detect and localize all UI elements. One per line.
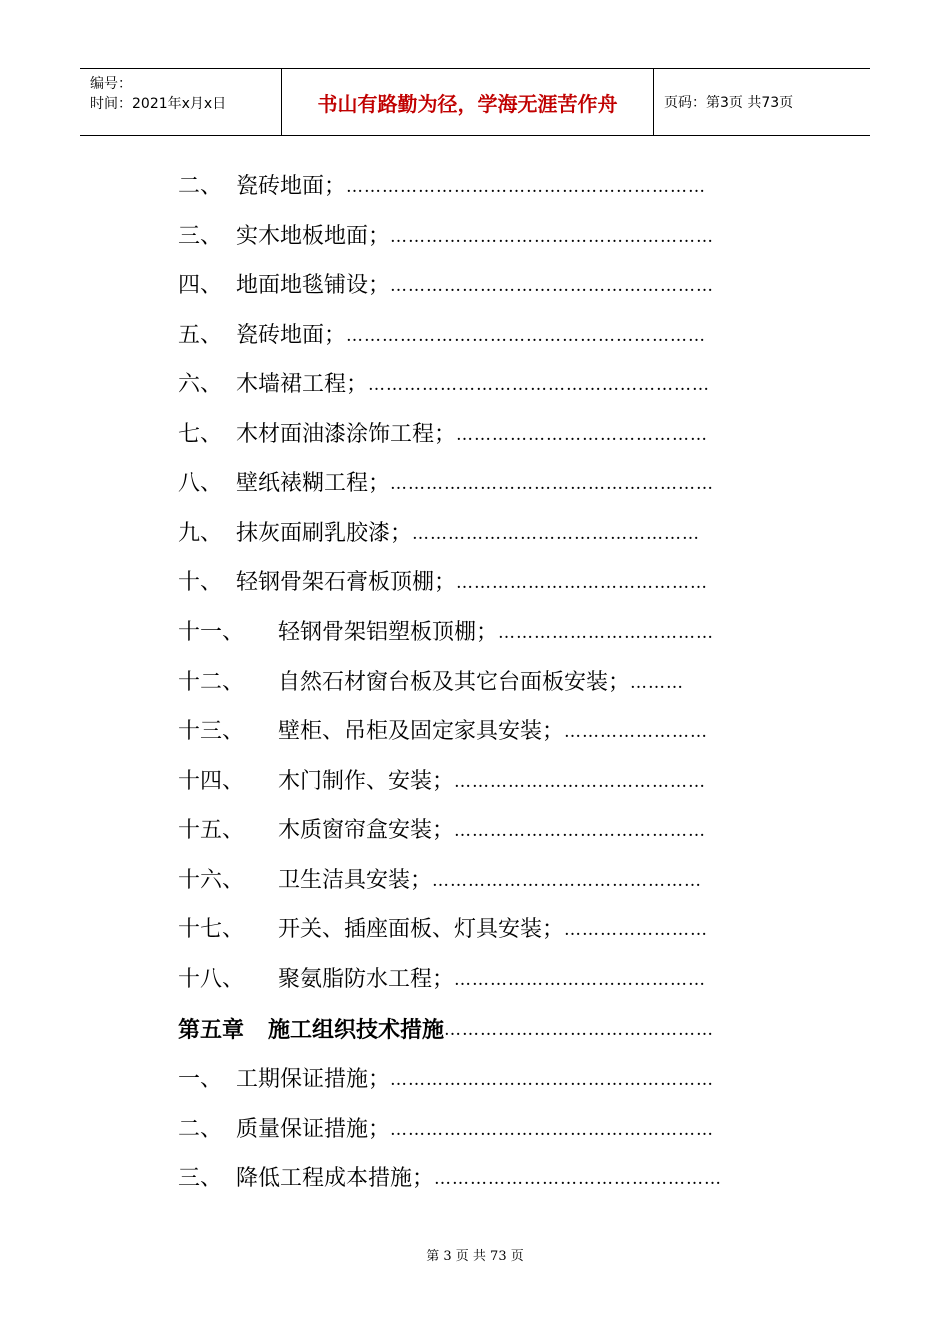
toc-entry-title: 木墙裙工程； [236, 372, 369, 397]
toc-entry-number: 三、 [178, 224, 223, 249]
toc-entry-title: 壁柜、吊柜及固定家具安装； [278, 719, 565, 744]
toc-entry [178, 963, 706, 997]
toc-entry-leader: …………………………………………………… [346, 326, 707, 346]
toc-entry-title: 聚氨脂防水工程； [278, 967, 455, 992]
toc-entry-number: 十一、 [178, 620, 245, 645]
toc-entry [178, 319, 706, 353]
toc-entry [178, 1113, 714, 1147]
toc-entry-leader: …………………… [564, 722, 709, 742]
toc-entry-title: 卫生洁具安装； [278, 868, 433, 893]
header-motto: 书山有路勤为径，学海无涯苦作舟 [317, 91, 618, 116]
page-header [80, 68, 870, 136]
toc-entry [178, 170, 706, 204]
toc-entry-number: 五、 [178, 323, 223, 348]
toc-entry-title: 降低工程成本措施； [236, 1166, 435, 1191]
header-meta-cell [80, 69, 282, 135]
toc-entry [178, 517, 700, 551]
toc-entry-title: 地面地毯铺设； [236, 273, 391, 298]
page-footer: 第 3 页 共 73 页 [426, 1249, 524, 1264]
toc-entry-number: 十五、 [178, 818, 245, 843]
toc-entry [178, 269, 714, 303]
toc-entry-title: 木门制作、安装； [278, 769, 455, 794]
toc-entry-number: 十八、 [178, 967, 245, 992]
toc-entry-number: 六、 [178, 372, 223, 397]
toc-entry-leader: ……………………………………………… [390, 227, 715, 247]
toc-entry [178, 616, 714, 650]
toc-entry [178, 418, 708, 452]
toc-entry-title: 开关、插座面板、灯具安装； [278, 917, 565, 942]
toc-entry-number: 四、 [178, 273, 223, 298]
toc-entry [178, 765, 706, 799]
document-code-label: 编号： [90, 76, 132, 92]
toc-entry-leader: …………………………………… [456, 425, 709, 445]
toc-entry-leader: …………………………………… [454, 821, 707, 841]
toc-entry-number: 七、 [178, 422, 223, 447]
toc-entry [178, 1063, 714, 1097]
toc-entry-title: 轻钢骨架石膏板顶棚； [236, 570, 457, 595]
toc-entry-leader: ……………………………………………… [390, 474, 715, 494]
header-page-cell [654, 69, 870, 135]
document-time: 时间：2021年x月x日 [90, 96, 227, 112]
toc-entry-title: 瓷砖地面； [236, 323, 347, 348]
toc-entry-leader: …………………………………… [454, 970, 707, 990]
toc-entry [178, 220, 714, 254]
toc-entry-leader: ……………………………… [498, 623, 715, 643]
toc-entry-number: 十二、 [178, 670, 245, 695]
toc-entry-leader: ……………………………………………… [390, 1070, 715, 1090]
toc-entry-number: 九、 [178, 521, 223, 546]
toc-entry-leader: …………………………………………………… [346, 177, 707, 197]
toc-entry-title: 木材面油漆涂饰工程； [236, 422, 457, 447]
toc-entry [178, 864, 702, 898]
toc-entry-leader: ……………………………………………… [390, 276, 715, 296]
toc-entry-title: 施工组织技术措施 [268, 1017, 445, 1043]
toc-entry-number: 十四、 [178, 769, 245, 794]
toc-entry-title: 工期保证措施； [236, 1067, 391, 1092]
toc-entry-number: 二、 [178, 174, 223, 199]
header-page-info: 页码：第3页 共73页 [664, 95, 794, 111]
toc-entry-title: 壁纸裱糊工程； [236, 471, 391, 496]
toc-entry [178, 715, 708, 749]
toc-entry-number: 二、 [178, 1117, 223, 1142]
toc-entry-leader: …………………… [564, 920, 709, 940]
toc-entry [178, 566, 708, 600]
toc-entry-leader: ……………………………………………… [390, 1120, 715, 1140]
header-motto-cell [282, 69, 654, 135]
toc-entry-leader: …………………………………… [456, 573, 709, 593]
toc-entry-number: 十三、 [178, 719, 245, 744]
toc-entry-title: 瓷砖地面； [236, 174, 347, 199]
toc-entry-title: 质量保证措施； [236, 1117, 391, 1142]
toc-entry-number: 十、 [178, 570, 223, 595]
toc-entry-number: 第五章 [178, 1017, 245, 1043]
toc-entry-leader: ………………………………………… [412, 524, 701, 544]
toc-entry-leader: ………………………………………… [434, 1169, 723, 1189]
toc-entry-title: 实木地板地面； [236, 224, 391, 249]
toc-entry-number: 八、 [178, 471, 223, 496]
toc-entry-leader: ……………………………………… [432, 871, 703, 891]
toc-entry-number: 十七、 [178, 917, 245, 942]
toc-entry-number: 三、 [178, 1166, 223, 1191]
toc-entry-leader: …………………………………… [454, 772, 707, 792]
toc-entry-title: 抹灰面刷乳胶漆； [236, 521, 413, 546]
toc-chapter-entry [178, 1013, 714, 1047]
toc-entry-number: 十六、 [178, 868, 245, 893]
toc-entry-leader: ……………………………………… [444, 1020, 715, 1040]
toc-entry-number: 一、 [178, 1067, 223, 1092]
toc-entry [178, 814, 706, 848]
toc-entry-title: 自然石材窗台板及其它台面板安装； [278, 670, 631, 695]
toc-entry-leader: ………………………………………………… [368, 375, 711, 395]
toc-entry [178, 913, 708, 947]
toc-entry-title: 木质窗帘盒安装； [278, 818, 455, 843]
toc-entry-leader: ……… [630, 673, 685, 693]
toc-entry [178, 666, 684, 700]
toc-entry [178, 368, 710, 402]
toc-entry [178, 467, 714, 501]
toc-entry [178, 1162, 722, 1196]
toc-entry-title: 轻钢骨架铝塑板顶棚； [278, 620, 499, 645]
